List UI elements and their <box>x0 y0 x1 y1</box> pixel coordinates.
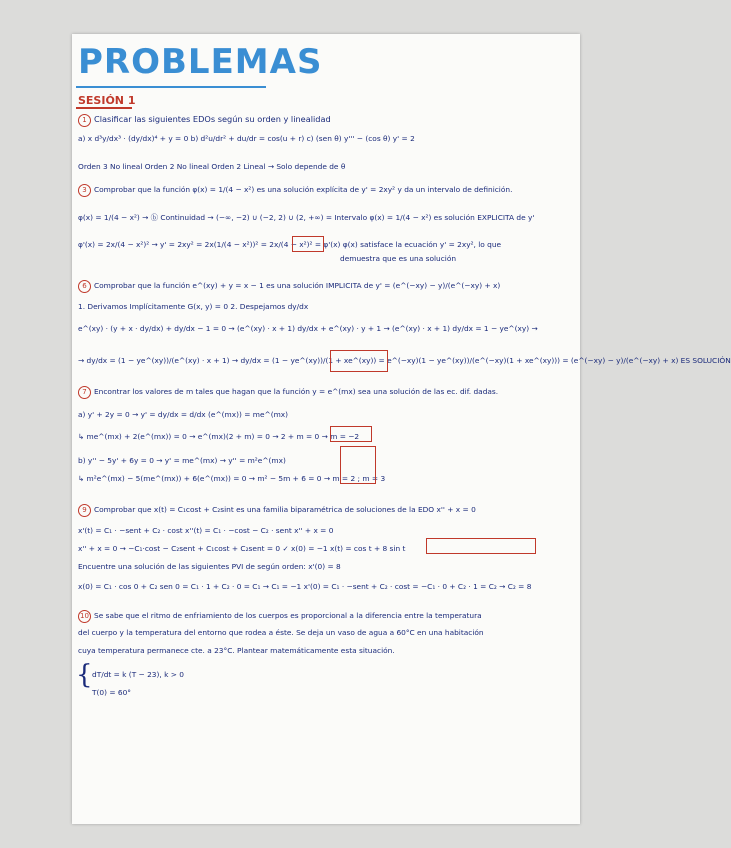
problem-9-constants: x(0) = C₁ · cos 0 + C₂ sen 0 = C₁ · 1 + C₂ · 0 = C₁ → C₁ = −1 x'(0) = C₁ · −sent + C₂ · cost = −C₁ · 0 + C₂ · 1 = C₂ → C₂ = 8 <box>78 582 532 591</box>
problem-7b-solution: ↳ m²e^(mx) − 5(me^(mx)) + 6(e^(mx)) = 0 → m² − 5m + 6 = 0 → m = 2 ; m = 3 <box>78 474 386 483</box>
problem-10-ode: dT/dt = k (T − 23), k > 0 <box>92 670 184 679</box>
problem-number: 1 <box>78 114 91 127</box>
problem-6-statement: 6 Comprobar que la función e^(xy) + y = x − 1 es una solución IMPLICITA de y' = (e^(−xy) − y)/(e^(−xy) + x) <box>78 280 500 293</box>
answer-box <box>330 426 372 442</box>
problem-3-conclusion: demuestra que es una solución <box>340 254 457 263</box>
problem-9-statement: 9 Comprobar que x(t) = C₁cost + C₂sint es una familia biparamétrica de soluciones de la EDO x'' + x = 0 <box>78 504 476 517</box>
problem-6-steps: 1. Derivamos Implícitamente G(x, y) = 0 2. Despejamos dy/dx <box>78 302 309 311</box>
problem-1-equations: a) x d³y/dx³ · (dy/dx)⁴ + y = 0 b) d²u/dr² + du/dr = cos(u + r) c) (sen θ) y''' − (cos θ) y' = 2 <box>78 134 415 143</box>
problem-1-statement: 1 Clasificar las siguientes EDOs según su orden y linealidad <box>78 114 331 127</box>
problem-3-statement: 3 Comprobar que la función φ(x) = 1/(4 − x²) es una solución explícita de y' = 2xy² y da un intervalo de definición. <box>78 184 512 197</box>
problem-10-statement-1: 10 Se sabe que el ritmo de enfriamiento de los cuerpos es proporcional a la diferencia entre la temperatura <box>78 610 482 623</box>
system-brace: { <box>76 660 93 690</box>
problem-9-check: x'' + x = 0 → −C₁·cost − C₂sent + C₁cost + C₂sent = 0 ✓ x(0) = −1 x(t) = cos t + 8 sin t <box>78 544 406 553</box>
problem-6-derivation: e^(xy) · (y + x · dy/dx) + dy/dx − 1 = 0 → (e^(xy) · x + 1) dy/dx + e^(xy) · y + 1 → (e^(xy) · x + 1) dy/dx = 1 − ye^(xy) → <box>78 324 538 333</box>
session-underline <box>76 107 132 109</box>
problem-3-step-2: φ'(x) = 2x/(4 − x²)² → y' = 2xy² = 2x(1/(4 − x²))² = 2x/(4 − x²)² = φ'(x) φ(x) satisface la ecuación y' = 2xy², lo que <box>78 240 502 249</box>
notebook-page <box>72 34 731 824</box>
answer-box <box>426 538 536 554</box>
problem-1-answers: Orden 3 No lineal Orden 2 No lineal Orden 2 Lineal → Solo depende de θ <box>78 162 346 171</box>
problem-7a-solution: ↳ me^(mx) + 2(e^(mx)) = 0 → e^(mx)(2 + m) = 0 → 2 + m = 0 → m = −2 <box>78 432 360 441</box>
problem-number: 7 <box>78 386 91 399</box>
problem-9-derivatives: x'(t) = C₁ · −sent + C₂ · cost x''(t) = C₁ · −cost − C₂ · sent x'' + x = 0 <box>78 526 334 535</box>
session-heading: SESIÓN 1 <box>78 94 136 107</box>
problem-7-statement: 7 Encontrar los valores de m tales que hagan que la función y = e^(mx) sea una solución de las ec. dif. dadas. <box>78 386 498 399</box>
problem-10-initial-condition: T(0) = 60° <box>92 688 131 697</box>
problem-9-pvi: Encuentre una solución de las siguientes PVI de según orden: x'(0) = 8 <box>78 562 341 571</box>
problem-3-step-1: φ(x) = 1/(4 − x²) → ⓑ Continuidad → (−∞, −2) ∪ (−2, 2) ∪ (2, +∞) = Intervalo φ(x) = 1/(4 − x²) es solución EXPLICITA de y' <box>78 213 535 222</box>
problem-number: 6 <box>78 280 91 293</box>
problem-10-statement-2: del cuerpo y la temperatura del entorno que rodea a éste. Se deja un vaso de agua a 60°C en una habitación <box>78 628 484 637</box>
title-underline <box>76 86 266 88</box>
problem-10-statement-3: cuya temperatura permanece cte. a 23°C. Plantear matemáticamente esta situación. <box>78 646 395 655</box>
answer-box <box>340 446 376 484</box>
problem-7a: a) y' + 2y = 0 → y' = dy/dx = d/dx (e^(mx)) = me^(mx) <box>78 410 289 419</box>
problem-7b: b) y'' − 5y' + 6y = 0 → y' = me^(mx) → y'' = m²e^(mx) <box>78 456 286 465</box>
problem-number: 9 <box>78 504 91 517</box>
answer-box <box>292 236 324 252</box>
problem-6-result: → dy/dx = (1 − ye^(xy))/(e^(xy) · x + 1) → dy/dx = (1 − ye^(xy))/(1 + xe^(xy)) = e^(−xy)(1 − ye^(xy))/(e^(−xy)(1 + xe^(xy))) = (e^(−xy) − y)/(e^(−xy) + x) ES SOLUCIÓN <box>78 356 731 365</box>
page-title: PROBLEMAS <box>78 42 323 82</box>
problem-number: 10 <box>78 610 91 623</box>
problem-number: 3 <box>78 184 91 197</box>
answer-box <box>330 350 388 372</box>
